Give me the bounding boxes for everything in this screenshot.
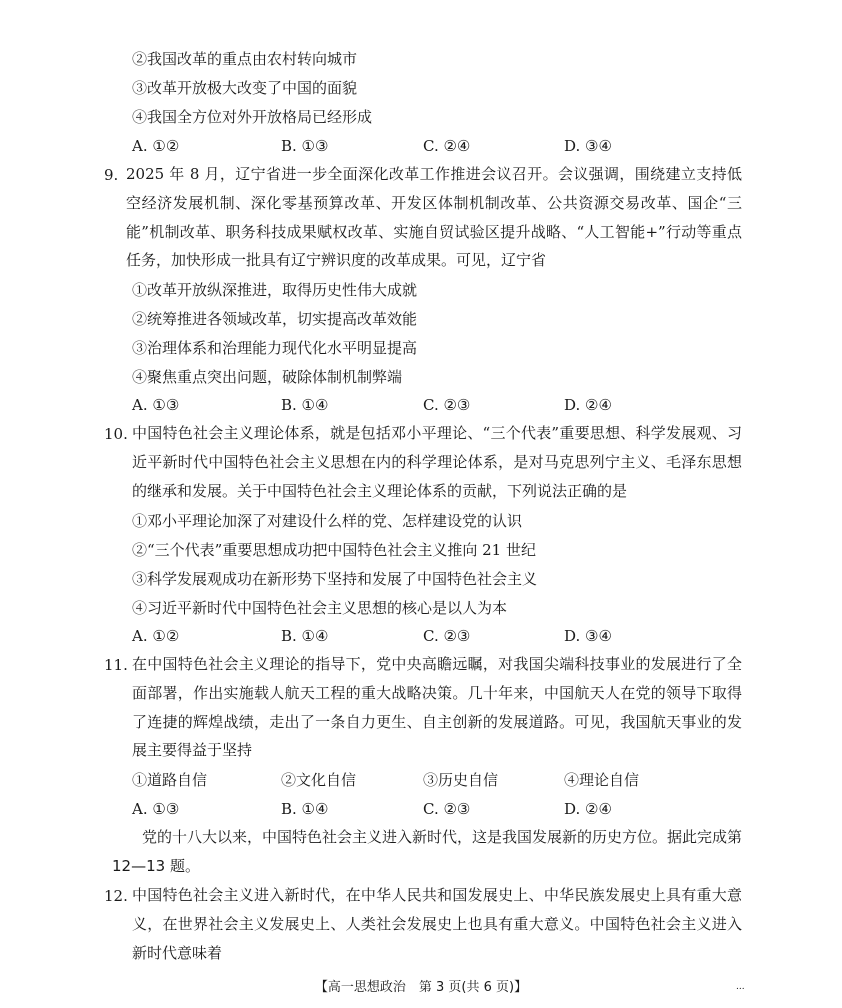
q9-statement-4: ④聚焦重点突出问题，破除体制机制弊端 xyxy=(132,368,403,386)
q10-statement-3: ③科学发展观成功在新形势下坚持和发展了中国特色社会主义 xyxy=(132,570,538,588)
q8-option-a: A. ①② xyxy=(132,137,180,155)
q10-number: 10. xyxy=(104,425,128,443)
q9-statement-3: ③治理体系和治理能力现代化水平明显提高 xyxy=(132,339,418,357)
q10-option-b: B. ①④ xyxy=(281,627,329,645)
q10-statement-4: ④习近平新时代中国特色社会主义思想的核心是以人为本 xyxy=(132,599,508,617)
q11-stem: 在中国特色社会主义理论的指导下，党中央高瞻远瞩，对我国尖端科技事业的发展进行了全面部署，作出实施载人航天工程的重大战略决策。几十年来，中国航天人在党的领导下取得了连捷的辉煌战绩，走出了一条自力更生、自主创新的发展道路。可见，我国航天事业的发展主要得益于坚持 xyxy=(132,655,742,760)
q9-number: 9. xyxy=(104,166,119,184)
q11-option-d: D. ②④ xyxy=(564,800,612,818)
q9-option-d: D. ②④ xyxy=(564,396,612,414)
q8-option-c: C. ②④ xyxy=(423,137,471,155)
q8-statement-3: ③改革开放极大改变了中国的面貌 xyxy=(132,79,358,97)
q9-statement-1: ①改革开放纵深推进，取得历史性伟大成就 xyxy=(132,281,418,299)
q10-stem: 中国特色社会主义理论体系，就是包括邓小平理论、“三个代表”重要思想、科学发展观、习近平新时代中国特色社会主义思想在内的科学理论体系，是对马克思列宁主义、毛泽东思想的继承和发展。关于中国特色社会主义理论体系的贡献，下列说法正确的是 xyxy=(132,424,742,500)
q8-statement-4: ④我国全方位对外开放格局已经形成 xyxy=(132,108,373,126)
page-footer: 【高一思想政治 第 3 页(共 6 页)】 xyxy=(314,980,528,995)
q9-option-a: A. ①③ xyxy=(132,396,180,414)
q10-option-d: D. ③④ xyxy=(564,627,612,645)
q11-option-a: A. ①③ xyxy=(132,800,180,818)
q9-option-c: C. ②③ xyxy=(423,396,471,414)
q8-option-b: B. ①③ xyxy=(281,137,329,155)
q8-statement-2: ②我国改革的重点由农村转向城市 xyxy=(132,50,358,68)
q9-option-b: B. ①④ xyxy=(281,396,329,414)
footer-mark: ... xyxy=(736,982,745,992)
q11-statement-2: ②文化自信 xyxy=(281,771,357,789)
q9-statement-2: ②统筹推进各领域改革，切实提高改革效能 xyxy=(132,310,418,328)
q11-option-c: C. ②③ xyxy=(423,800,471,818)
q12-number: 12. xyxy=(104,887,128,905)
q8-option-d: D. ③④ xyxy=(564,137,612,155)
q10-statement-1: ①邓小平理论加深了对建设什么样的党、怎样建设党的认识 xyxy=(132,512,523,530)
q11-statement-4: ④理论自信 xyxy=(564,771,640,789)
q11-number: 11. xyxy=(104,656,128,674)
q12-13-intro: 党的十八大以来，中国特色社会主义进入新时代，这是我国发展新的历史方位。据此完成第 12—13 题。 xyxy=(112,828,743,875)
q11-statement-3: ③历史自信 xyxy=(423,771,499,789)
q9-stem: 2025 年 8 月，辽宁省进一步全面深化改革工作推进会议召开。会议强调，围绕建立支持低空经济发展机制、深化零基预算改革、开发区体制机制改革、公共资源交易改革、国企“三能”机制改革、职务科技成果赋权改革、实施自贸试验区提升战略、“人工智能+”行动等重点任务，加快形成一批具有辽宁辨识度的改革成果。可见，辽宁省 xyxy=(126,165,742,270)
q10-statement-2: ②“三个代表”重要思想成功把中国特色社会主义推向 21 世纪 xyxy=(132,541,536,559)
q10-option-a: A. ①② xyxy=(132,627,180,645)
q10-option-c: C. ②③ xyxy=(423,627,471,645)
q11-option-b: B. ①④ xyxy=(281,800,329,818)
q11-statement-1: ①道路自信 xyxy=(132,771,208,789)
q12-stem: 中国特色社会主义进入新时代，在中华人民共和国发展史上、中华民族发展史上具有重大意义，在世界社会主义发展史上、人类社会发展史上也具有重大意义。中国特色社会主义进入新时代意味着 xyxy=(132,886,742,962)
